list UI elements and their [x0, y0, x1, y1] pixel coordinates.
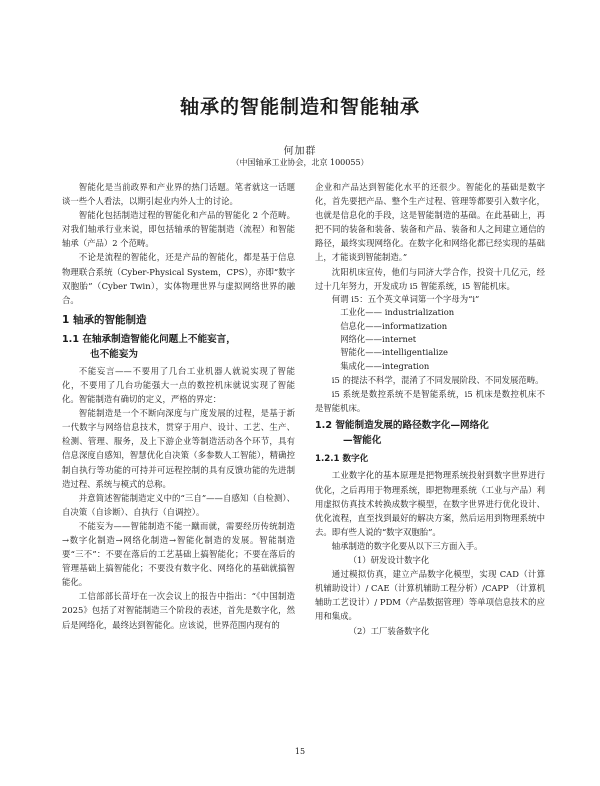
body-paragraph: 智能制造是一个不断向深度与广度发展的过程，是基于新一代数字与网络信息技术，贯穿于用户、设计、工艺、生产、检测、管理、服务，及上下游企业等制造活动各个环节，具有信息深度自感知，智慧优化自决策（多参数人工智能），精确控制自执行等功能的可持并可远程控制的具有反馈功能的先进制造过程、系统与模式的总称。	[62, 408, 295, 489]
body-paragraph: 并意简述智能制造定义中的“三自”——自感知（自检测）、自决策（自诊断）、自执行（自调控）。	[62, 492, 295, 517]
body-paragraph: 通过模拟仿真，建立产品数字化模型，实现 CAD（计算机辅助设计）/ CAE（计算机辅助工程分析）/CAPP （计算机辅助工艺设计）/ PDM（产品数据管理）等单项信息技术的应用和集成。	[315, 569, 545, 622]
section-heading: 1 轴承的智能制造	[62, 313, 147, 326]
i5-list-heading: 何谓 i5：五个英文单词第一个字母为“i”	[331, 293, 480, 304]
body-paragraph: i5 系统是数控系统不是智能系统，i5 机床是数控机床不是智能机床。	[315, 389, 545, 414]
i5-list-item: 网络化——internet	[340, 333, 417, 344]
subsection-heading-line: 1.1 在轴承制造智能化问题上不能妄言，	[62, 333, 236, 345]
author: 何加群	[283, 146, 317, 157]
body-paragraph: 沈阳机床宣传，他们与同济大学合作，投资十几亿元，经过十几年努力，开发成功 i5 智能系统，i5 智能机床。	[315, 266, 545, 291]
subsection-heading-line: 1.2 智能制造发展的路径数字化—网络化	[315, 420, 489, 432]
i5-list-item: 集成化——integration	[340, 360, 430, 371]
page-number: 15	[294, 747, 306, 756]
paper-title: 轴承的智能制造和智能轴承	[179, 96, 420, 118]
body-paragraph: 轴承制造的数字化要从以下三方面入手。	[331, 540, 483, 551]
body-paragraph: 不论是流程的智能化，还是产品的智能化，都是基于信息物理联合系统（Cyber-Physical System，CPS），亦即“数字双胞胎”（Cyber Twin），实体物理世界与虚拟网络世界的融合。	[62, 252, 295, 305]
subsection-heading-line: —智能化	[343, 435, 382, 447]
i5-list-item: 工业化—— industrialization	[340, 307, 455, 318]
i5-list-item: 信息化——informatization	[340, 320, 448, 331]
body-paragraph: 不能妄言——不要用了几台工业机器人就说实现了智能化，不要用了几台功能强大一点的数控机床就说实现了智能化。智能制造有确切的定义，严格的界定：	[62, 365, 295, 405]
right-column	[315, 180, 545, 638]
subsection-heading	[62, 332, 295, 362]
subsection-heading	[315, 418, 545, 448]
body-paragraph: 智能化是当前政界和产业界的热门话题。笔者就这一话题谈一些个人看法，以期引起业内外人士的讨论。	[62, 182, 295, 207]
body-paragraph: 工业数字化的基本原理是把物理系统投射到数字世界进行优化，之后再用于物理系统，即把物理系统（工业与产品）利用虚拟仿真技术转换成数字模型，在数字世界进行优化设计、优化流程，直至找到最好的解决方案，然后运用到物理系统中去。即有些人说的“数字双胞胎”。	[315, 470, 545, 537]
body-paragraph: 企业和产品达到智能化水平的还很少。智能化的基础是数字化，首先要把产品、整个生产过程、管理等都要引入数字化，也就是信息化的手段，这是智能制造的基础。在此基础上，再把不同的装备和装备、装备和产品、装备和人之间建立通信的路径，最终实现网络化。在数字化和网络化都已经实现的基础上，才能谈到智能制造。”	[315, 182, 545, 263]
left-column	[62, 180, 295, 632]
subsection-heading-line: 也不能妄为	[90, 348, 138, 360]
body-paragraph: 不能妄为——智能制造不能一蹴而就，需要经历传统制造→数字化制造→网络化制造→智能化制造的发展。智能制造要“三不”：不要在落后的工艺基础上搞智能化；不要在落后的管理基础上搞智能化；不要没有数字化、网络化的基础就搞智能化。	[62, 520, 295, 588]
i5-list	[315, 293, 545, 373]
i5-list-item: 智能化——intelligentialize	[340, 347, 448, 358]
numbered-item-heading: （1）研发设计数字化	[348, 555, 430, 566]
body-paragraph: 智能化包括制造过程的智能化和产品的智能化 2 个范畴。对我们轴承行业来说，即包括轴承的智能制造（流程）和智能轴承（产品）2 个范畴。	[62, 210, 295, 249]
body-paragraph: i5 的提法不科学，混淆了不同发展阶段、不同发展范畴。	[331, 375, 544, 386]
affiliation: （中国轴承工业协会，北京 100055）	[231, 158, 369, 167]
body-paragraph: 工信部部长苗圩在一次会议上的报告中指出：“《中国制造 2025》包括了对智能制造三个阶段的表述，首先是数字化，然后是网络化，最终达到智能化。应该说，世界范围内现有的	[62, 591, 295, 630]
subsubsection-heading: 1.2.1 数字化	[315, 454, 369, 465]
numbered-item-heading: （2）工厂装备数字化	[348, 625, 430, 636]
